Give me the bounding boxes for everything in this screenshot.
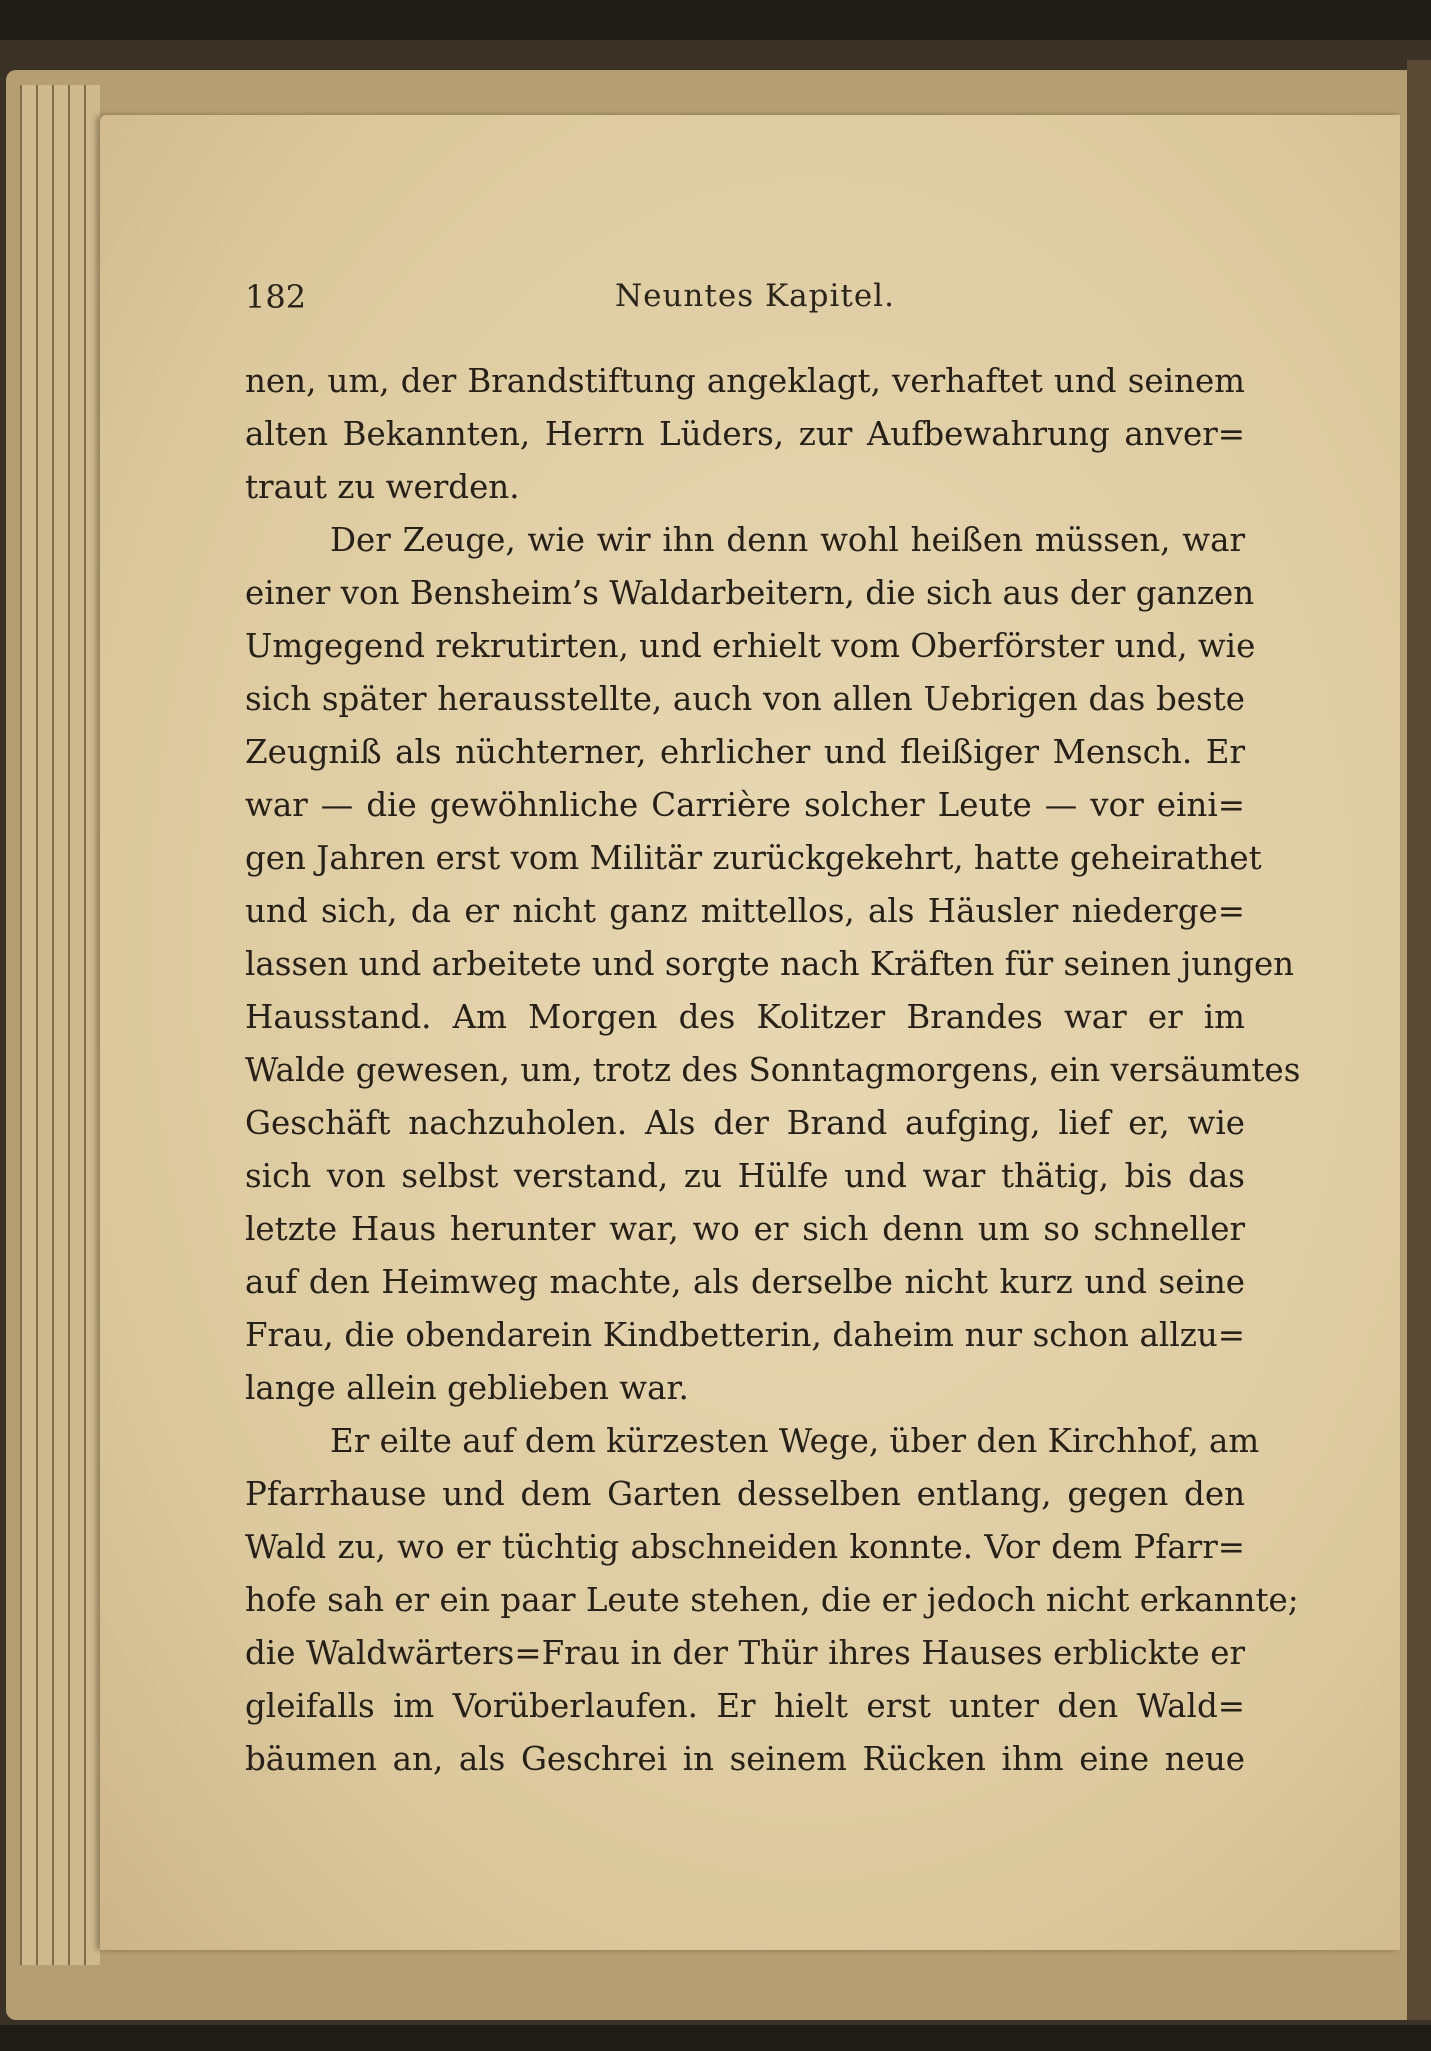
text-line: sich später herausstellte, auch von allen Uebrigen das beste bbox=[245, 680, 1245, 718]
page-edge bbox=[52, 85, 68, 1965]
text-line: Zeugniß als nüchterner, ehrlicher und fleißiger Mensch. Er bbox=[245, 733, 1245, 771]
page-edge bbox=[20, 85, 36, 1965]
text-line: einer von Bensheim’s Waldarbeitern, die sich aus der ganzen bbox=[245, 574, 1255, 612]
text-line: auf den Heimweg machte, als derselbe nicht kurz und seine bbox=[245, 1263, 1245, 1301]
text-line: nen, um, der Brandstiftung angeklagt, verhaftet und seinem bbox=[245, 362, 1245, 400]
text-line: lange allein geblieben war. bbox=[245, 1369, 689, 1407]
text-line: traut zu werden. bbox=[245, 468, 520, 506]
text-line: Er eilte auf dem kürzesten Wege, über den Kirchhof, am bbox=[330, 1422, 1260, 1460]
text-line: Der Zeuge, wie wir ihn denn wohl heißen müssen, war bbox=[330, 521, 1245, 559]
running-head: Neuntes Kapitel. bbox=[615, 278, 895, 314]
body-text bbox=[245, 355, 1301, 1786]
text-line: alten Bekannten, Herrn Lüders, zur Aufbewahrung anver= bbox=[245, 415, 1245, 453]
book-spine bbox=[1407, 60, 1431, 2020]
text-line: Frau, die obendarein Kindbetterin, daheim nur schon allzu= bbox=[245, 1316, 1245, 1354]
text-line: gleifalls im Vorüberlaufen. Er hielt erst unter den Wald= bbox=[245, 1687, 1245, 1725]
page-number: 182 bbox=[245, 278, 307, 316]
text-line: Walde gewesen, um, trotz des Sonntagmorgens, ein versäumtes bbox=[245, 1051, 1301, 1089]
text-line: gen Jahren erst vom Militär zurückgekehrt, hatte geheirathet bbox=[245, 839, 1262, 877]
text-line: und sich, da er nicht ganz mittellos, als Häusler niederge= bbox=[245, 892, 1245, 930]
text-line: die Waldwärters=Frau in der Thür ihres Hauses erblickte er bbox=[245, 1634, 1245, 1672]
page-edge bbox=[84, 85, 100, 1965]
text-line: Geschäft nachzuholen. Als der Brand aufging, lief er, wie bbox=[245, 1104, 1245, 1142]
page-edge bbox=[36, 85, 52, 1965]
text-line: Hausstand. Am Morgen des Kolitzer Brandes war er im bbox=[245, 998, 1245, 1036]
page-header bbox=[245, 278, 1260, 328]
text-line: Umgegend rekrutirten, und erhielt vom Oberförster und, wie bbox=[245, 627, 1256, 665]
text-line: Pfarrhause und dem Garten desselben entlang, gegen den bbox=[245, 1475, 1245, 1513]
text-line: sich von selbst verstand, zu Hülfe und war thätig, bis das bbox=[245, 1157, 1245, 1195]
text-line: war — die gewöhnliche Carrière solcher Leute — vor eini= bbox=[245, 786, 1245, 824]
text-line: letzte Haus herunter war, wo er sich denn um so schneller bbox=[245, 1210, 1245, 1248]
text-line: lassen und arbeitete und sorgte nach Kräften für seinen jungen bbox=[245, 945, 1295, 983]
text-line: hofe sah er ein paar Leute stehen, die er jedoch nicht erkannte; bbox=[245, 1581, 1299, 1619]
text-line: Wald zu, wo er tüchtig abschneiden konnte. Vor dem Pfarr= bbox=[245, 1528, 1245, 1566]
text-line: bäumen an, als Geschrei in seinem Rücken ihm eine neue bbox=[245, 1740, 1245, 1778]
page-edge bbox=[68, 85, 84, 1965]
